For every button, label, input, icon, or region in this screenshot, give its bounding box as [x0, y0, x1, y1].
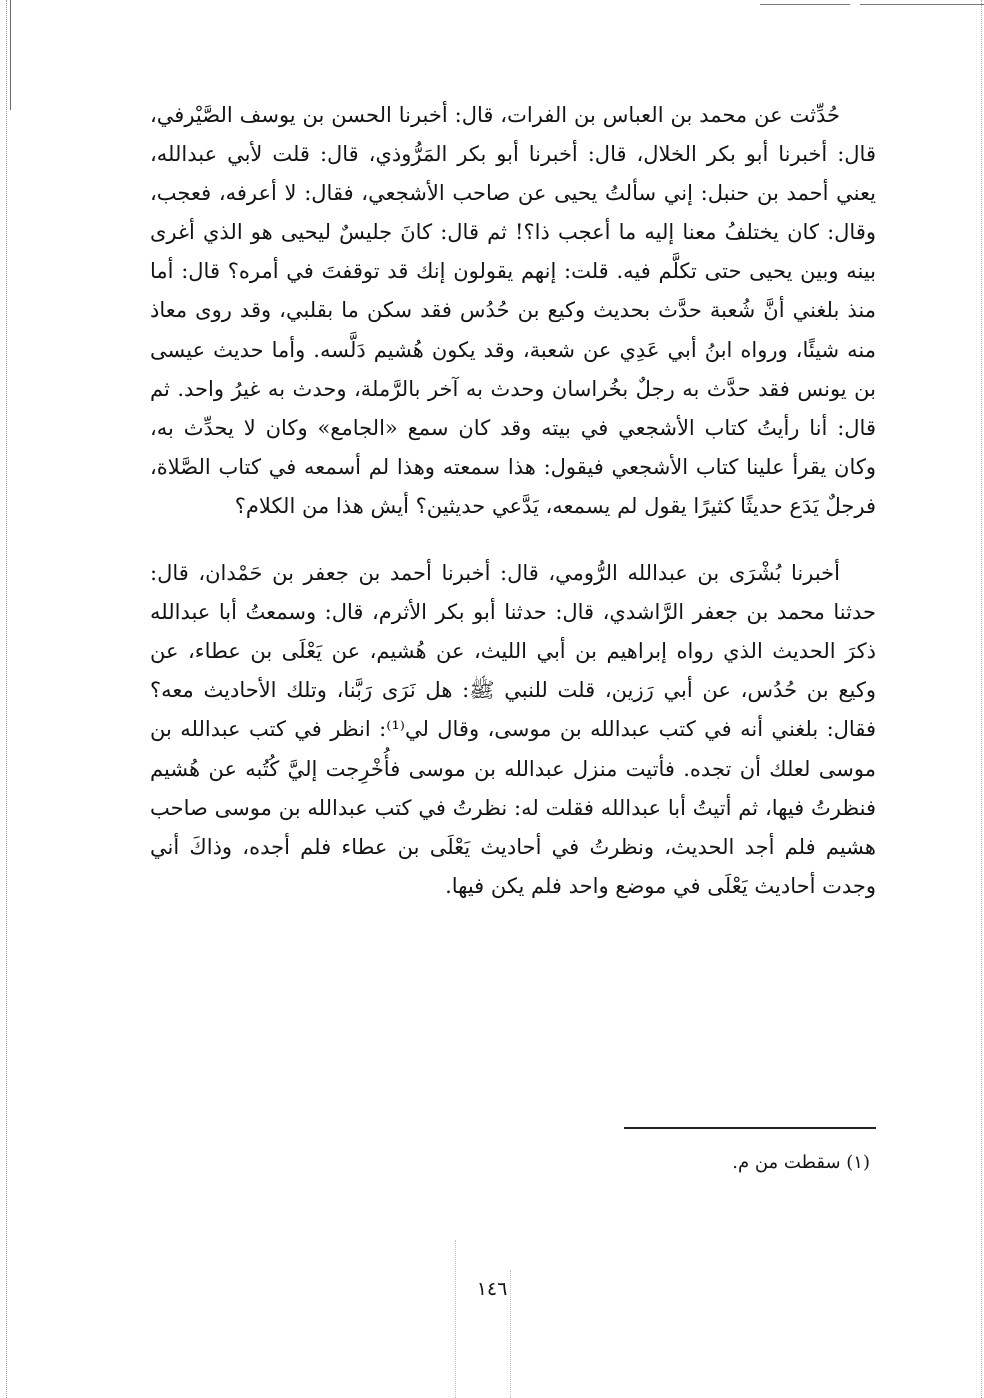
page-number: ١٤٦	[476, 1278, 508, 1300]
scan-top-rule	[760, 4, 850, 5]
scan-edge-line-left	[10, 0, 11, 110]
footnote-separator	[624, 1127, 876, 1129]
paragraph-2: أخبرنا بُشْرَى بن عبدالله الرُّومي، قال: أخبرنا أحمد بن جعفر بن حَمْدان، قال: حدثنا محمد بن جعفر الرَّاشدي، قال: حدثنا أبو بكر الأثرم، قال: وسمعتُ أبا عبدالله ذكرَ الحديث الذي رواه إبراهيم بن أبي الليث، عن هُشيم، عن يَعْلَى بن عطاء، عن وكيع بن حُدُس، عن أبي رَزين، قلت للنبي ﷺ: هل نَرَى رَبَّنا، وتلك الأحاديث معه؟ فقال: بلغني أنه في كتب عبدالله بن موسى، وقال لي⁽¹⁾: انظر في كتب عبدالله بن موسى لعلك أن تجده. فأتيت منزل عبدالله بن موسى فأُخْرِجت إليَّ كُتُبه عن هُشيم فنظرتُ فيها، ثم أتيتُ أبا عبدالله فقلت له: نظرتُ في كتب عبدالله بن موسى صاحب هشيم فلم أجد الحديث، ونظرتُ في أحاديث يَعْلَى بن عطاء فلم أجده، وذاكَ أني وجدت أحاديث يَعْلَى في موضع واحد فلم يكن فيها.	[150, 561, 876, 898]
scan-dust-marks	[455, 1240, 457, 1398]
footnote: (١) سقطت من م.	[732, 1152, 870, 1173]
scan-top-rule	[860, 4, 984, 5]
scan-edge-dotted-right	[977, 0, 982, 1398]
page-body	[150, 96, 876, 906]
scan-edge-dotted-left	[6, 0, 9, 1398]
paragraph-1: حُدِّثت عن محمد بن العباس بن الفرات، قال: أخبرنا الحسن بن يوسف الصَّيْرفي، قال: أخبرنا أبو بكر الخلال، قال: أخبرنا أبو بكر المَرُّوذي، قال: قلت لأبي عبدالله، يعني أحمد بن حنبل: إني سألتُ يحيى عن صاحب الأشجعي، فقال: لا أعرفه، فعجب، وقال: كان يختلفُ معنا إليه ما أعجب ذا؟! ثم قال: كانَ جليسٌ ليحيى هو الذي أغرى بينه وبين يحيى حتى تكلَّم فيه. قلت: إنهم يقولون إنك قد توقفتَ في أمره؟ قال: أما منذ بلغني أنَّ شُعبة حدَّث بحديث وكيع بن حُدُس فقد سكن ما بقلبي، وقد روى معاذ منه شيئًا، ورواه ابنُ أبي عَدِي عن شعبة، وقد يكون هُشيم دَلَّسه. وأما حديث عيسى بن يونس فقد حدَّث به رجلٌ بخُراسان وحدث به آخر بالرَّملة، وحدث به غيرُ واحد. ثم قال: أنا رأيتُ كتاب الأشجعي في بيته وقد كان سمع «الجامع» وكان لا يحدِّث به، وكان يقرأ علينا كتاب الأشجعي فيقول: هذا سمعته وهذا لم أسمعه في كتاب الصَّلاة، فرجلٌ يَدَع حديثًا كثيرًا يقول لم يسمعه، يَدَّعي حديثين؟ أيش هذا من الكلام؟	[150, 103, 877, 518]
